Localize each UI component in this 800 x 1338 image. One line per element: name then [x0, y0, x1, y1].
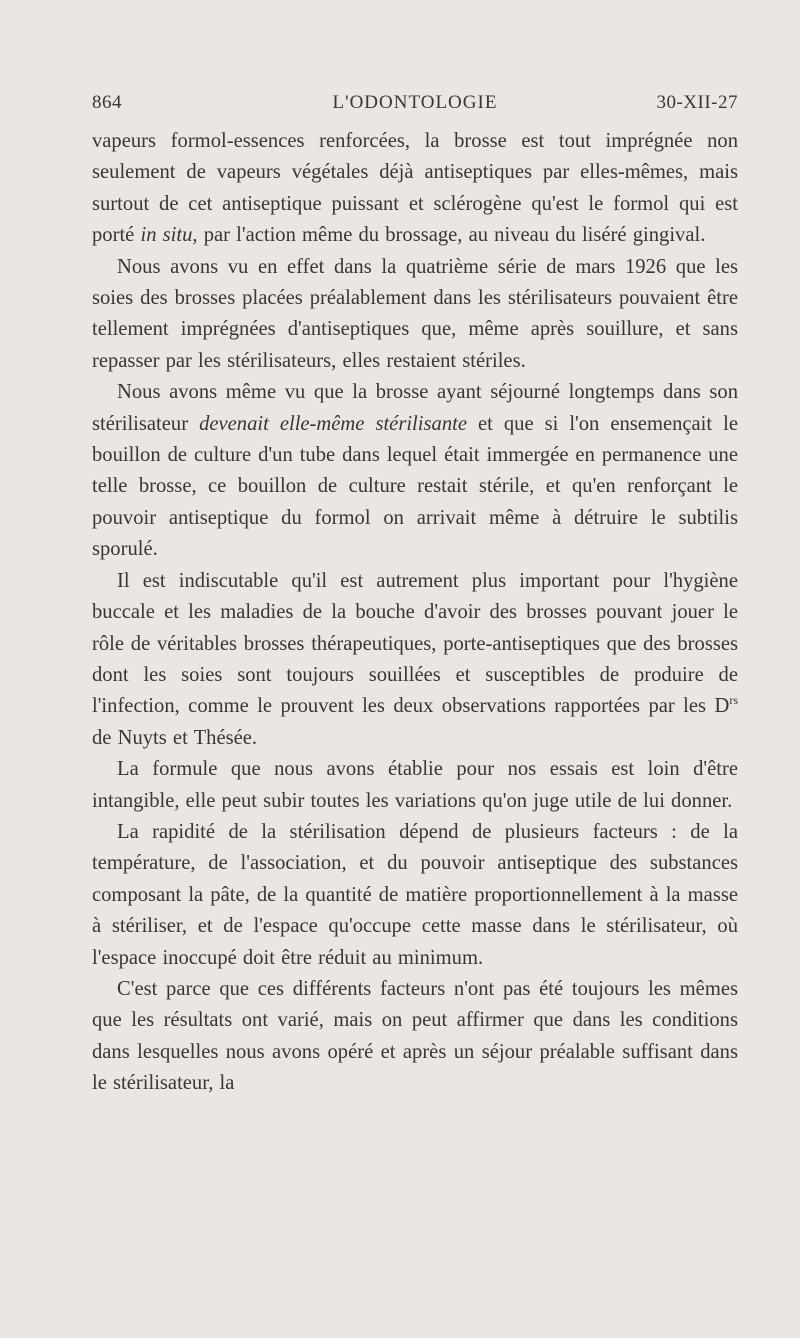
page-number: 864	[92, 92, 122, 113]
italic-term: in situ	[140, 224, 193, 247]
paragraph-text: vapeurs formol-essences renforcées, la brosse est tout imprégnée non seulement de vapeurs végétales déjà antiseptiques par elles-mêmes, mais surtout de cet antiseptique puissant et sclérogène qu'est le formol qui est porté	[92, 130, 738, 247]
paragraph-2: Nous avons vu en effet dans la quatrième série de mars 1926 que les soies des brosses placées préalablement dans les stérilisateurs pouvaient être tellement imprégnées d'antiseptiques que, même après souillure, et sans repasser par les stérilisateurs, elles restaient stériles.	[92, 255, 738, 372]
paragraph-6: La rapidité de la stérilisation dépend de plusieurs facteurs : de la température, de l'association, et du pouvoir antiseptique des substances composant la pâte, de la quantité de matière proportionnellement à la masse à stériliser, et de l'espace qu'occupe cette masse dans le stérilisateur, où l'espace inoccupé doit être réduit au minimum.	[92, 820, 738, 969]
paragraph-5: La formule que nous avons établie pour nos essais est loin d'être intangible, elle peut subir toutes les variations qu'on juge utile de lui donner.	[92, 758, 738, 812]
paragraph-text: Nous avons même vu que la brosse ayant séjourné longtemps dans son stérilisateur	[92, 381, 738, 435]
paragraph-4	[92, 566, 738, 754]
superscript: rs	[729, 693, 738, 708]
paragraph-7: C'est parce que ces différents facteurs n'ont pas été toujours les mêmes que les résultats ont varié, mais on peut affirmer que dans les conditions dans lesquelles nous avons opéré et après un séjour préalable suffisant dans le stérilisateur, la	[92, 977, 738, 1095]
issue-date: 30-XII-27	[656, 92, 738, 113]
article-body	[92, 126, 738, 1100]
paragraph-3	[92, 377, 738, 565]
paragraph-text: Il est indiscutable qu'il est autrement plus important pour l'hygiène buccale et les maladies de la bouche d'avoir des brosses pouvant jouer le rôle de véritables brosses thérapeutiques, porte-antiseptiques que des brosses dont les soies sont toujours souillées et susceptibles de produire de l'infection, comme le prouvent les deux observations rapportées par les D	[92, 569, 738, 718]
journal-title: L'ODONTOLOGIE	[332, 92, 498, 113]
paragraph-text: , par l'action même du brossage, au niveau du liséré gingival.	[192, 224, 706, 247]
running-header	[92, 92, 738, 120]
paragraph-text: de Nuyts et Thésée.	[92, 726, 258, 749]
paragraph-1	[92, 126, 738, 252]
paragraph-text: et que si l'on ensemençait le bouillon de culture d'un tube dans lequel était immergée en permanence une telle brosse, ce bouillon de culture restait stérile, et qu'en renforçant le pouvoir antiseptique du formol on arrivait même à détruire le subtilis sporulé.	[92, 412, 738, 561]
italic-emphasis: devenait elle-même stérilisante	[199, 412, 467, 435]
